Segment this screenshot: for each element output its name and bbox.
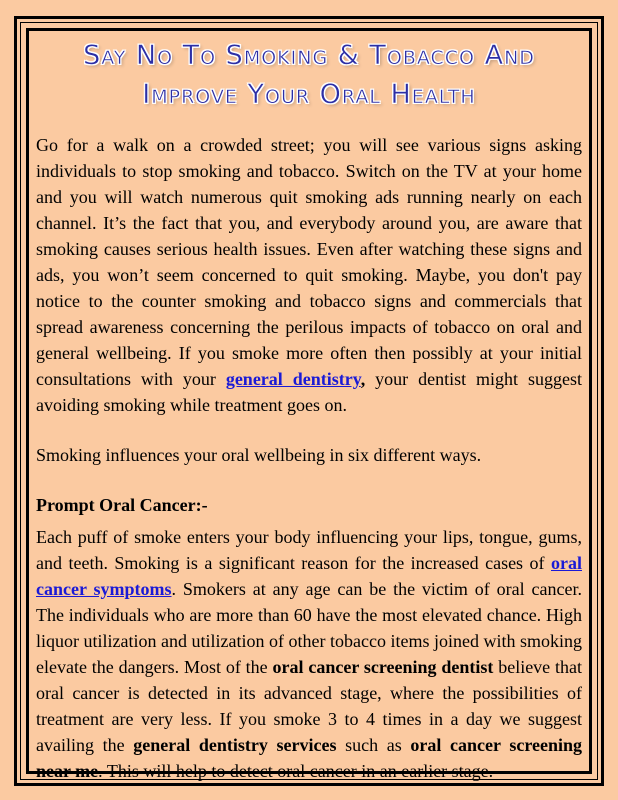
intro-text-2: your dentist might suggest avoiding smoking while treatment goes on. (36, 369, 582, 415)
general-dentistry-link[interactable]: general dentistry (225, 369, 361, 389)
oral-cancer-text-3: believe that oral cancer is detected in its advanced stage, where the possibilities of treatment are very less. If you smoke 3 to 4 times in a day we suggest availing the (36, 657, 583, 755)
document-content (36, 36, 582, 784)
title-line-1: Say No To Smoking & Tobacco And (83, 40, 535, 71)
section-heading-oral-cancer: Prompt Oral Cancer:- (36, 495, 208, 515)
oral-cancer-text-1: Each puff of smoke enters your body influencing your lips, tongue, gums, and teeth. Smoking is a significant reason for the increased cases of (36, 527, 582, 573)
title-line-2: Improve Your Oral Health (142, 79, 476, 110)
oral-cancer-bold-2: general dentistry services (133, 735, 337, 755)
intro-text-1: Go for a walk on a crowded street; you will see various signs asking individuals to stop smoking and tobacco. Switch on the TV at your home and you will watch numerous quit smoking ads running nearly on each channel. It’s the fact that you, and everybody around you, are aware that smoking causes serious health issues. Even after watching these signs and ads, you won’t seem concerned to quit smoking. Maybe, you don't pay notice to the counter smoking and tobacco signs and commercials that spread awareness concerning the perilous impacts of tobacco on oral and general wellbeing. If you smoke more often then possibly at your initial consultations with your (36, 135, 582, 389)
intro-comma: , (360, 369, 366, 389)
summary-paragraph: Smoking influences your oral wellbeing in six different ways. (36, 445, 482, 465)
oral-cancer-text-4: such as (336, 735, 411, 755)
oral-cancer-symptoms-link[interactable]: oral cancer symptoms (36, 553, 582, 599)
oral-cancer-bold-3: oral cancer screening near me (36, 735, 582, 781)
page-title (36, 36, 582, 114)
oral-cancer-text-2: . Smokers at any age can be the victim of oral cancer. The individuals who are more than 60 have the most elevated chance. High liquor utilization and utilization of other tobacco items joined with smoking elevate the dangers. Most of the (36, 579, 582, 677)
oral-cancer-paragraph (36, 524, 582, 784)
intro-paragraph (36, 132, 582, 418)
oral-cancer-text-5: . This will help to detect oral cancer in an earlier stage. (98, 761, 494, 781)
oral-cancer-bold-1: oral cancer screening dentist (272, 657, 494, 677)
